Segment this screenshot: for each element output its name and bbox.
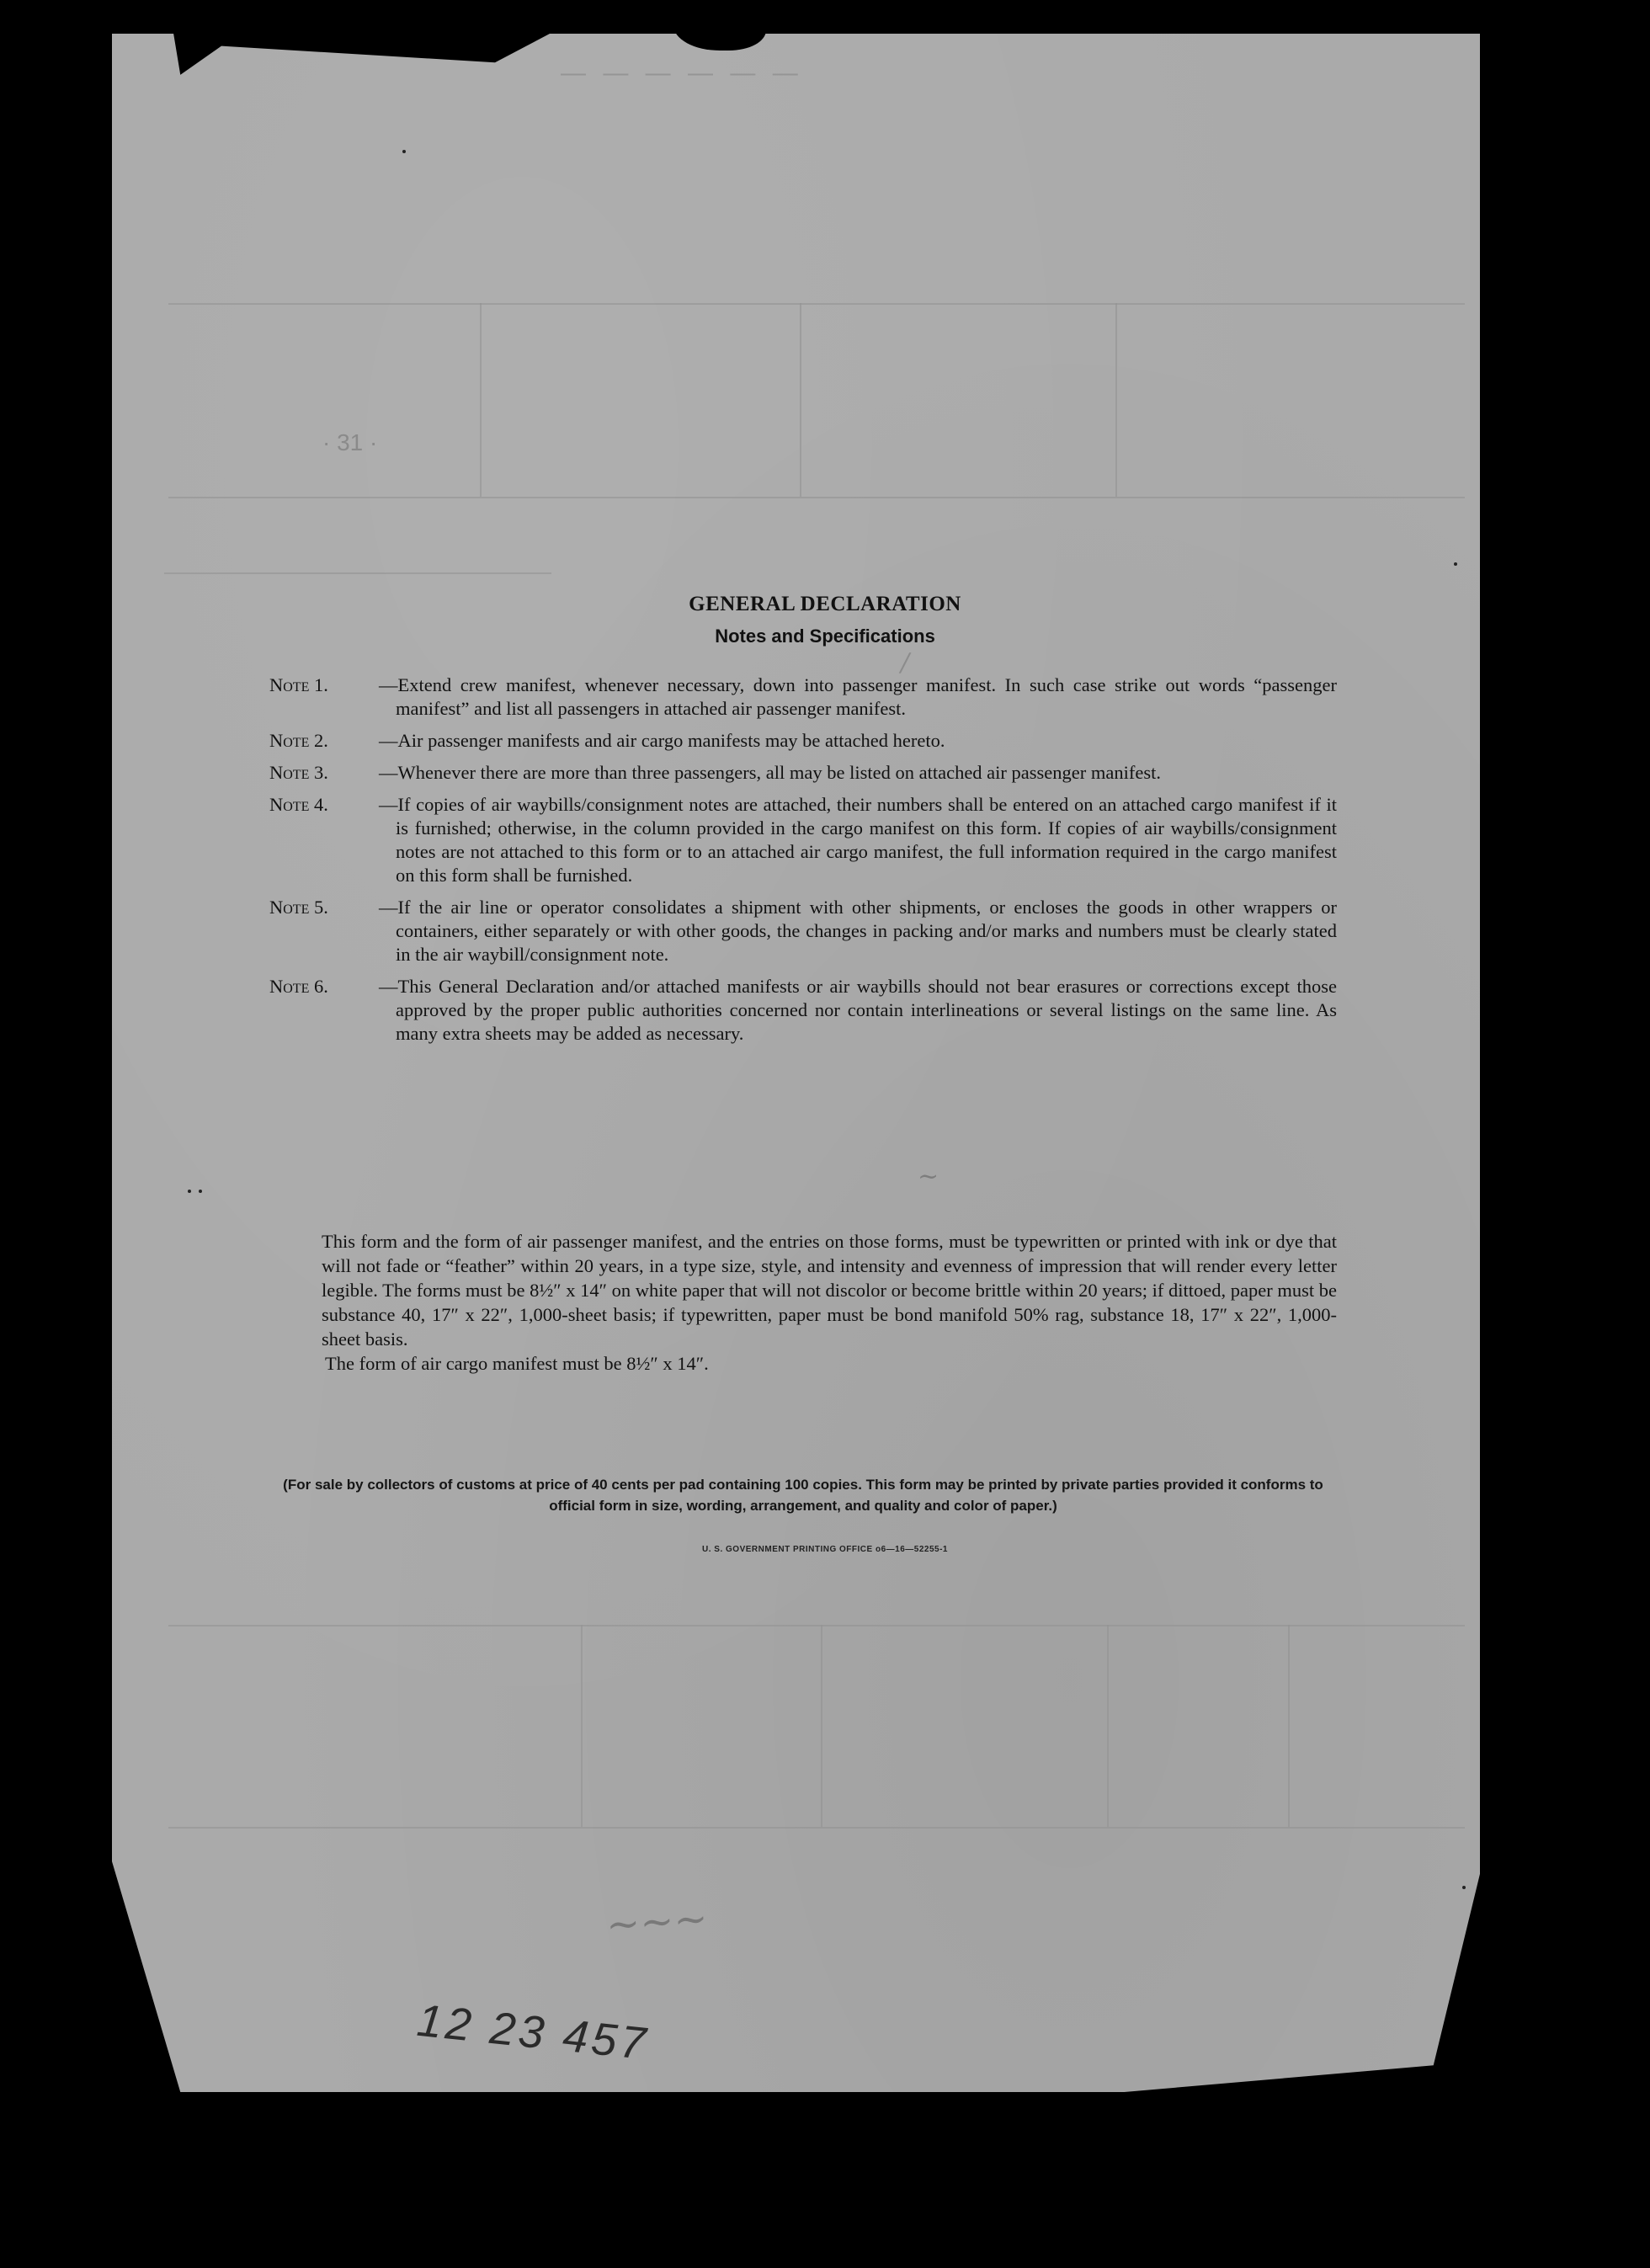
note-label: Note 4. xyxy=(269,794,328,815)
handwritten-mark: ∕ xyxy=(901,648,910,678)
note-text: —This General Declaration and/or attached manifests or air waybills should not bear erasures or corrections except those approved by the proper public authorities concerned nor contain interlineations or several listings on the same line. As many extra sheets may be added as necessary. xyxy=(379,976,1337,1044)
cargo-manifest-size-line: The form of air cargo manifest must be 8½″ x 14″. xyxy=(325,1353,709,1374)
note-text: —Extend crew manifest, whenever necessary, down into passenger manifest. In such case strike out words “passenger manifest” and list all passengers in attached air passenger manifest. xyxy=(379,674,1337,719)
speck xyxy=(402,150,406,153)
note-item xyxy=(269,793,1337,887)
note-label: Note 6. xyxy=(269,976,328,997)
handwritten-number: 12 23 457 xyxy=(414,1994,652,2070)
page-title: GENERAL DECLARATION xyxy=(689,593,961,615)
handwritten-mark: ~ xyxy=(918,1162,939,1191)
note-item xyxy=(269,729,1337,753)
printing-office-imprint: U. S. GOVERNMENT PRINTING OFFICE o6—16—52255-1 xyxy=(702,1545,948,1554)
note-text: —If the air line or operator consolidates a shipment with other shipments, or encloses the goods in other wrappers or containers, either separately or with other goods, the changes in packing and/or marks and numbers must be clearly stated in the air waybill/consignment note. xyxy=(379,897,1337,965)
speck xyxy=(188,1190,191,1193)
paper-tear xyxy=(673,0,766,51)
faint-page-number: · 31 · xyxy=(322,429,378,455)
note-label: Note 5. xyxy=(269,897,328,918)
signature-scribble: ~~~ xyxy=(604,1894,710,1950)
paper-sheet xyxy=(112,34,1480,2092)
note-label: Note 3. xyxy=(269,762,328,783)
note-item xyxy=(269,673,1337,721)
paper-tear xyxy=(227,0,278,46)
note-text: —Air passenger manifests and air cargo manifests may be attached hereto. xyxy=(379,730,945,751)
note-text: —If copies of air waybills/consignment notes are attached, their numbers shall be entered on an attached cargo manifest if it is furnished; otherwise, in the column provided in the cargo manifest on this form. If copies of air waybills/consignment notes are not attached to this form or to an attached air cargo manifest, the full information required in the cargo manifest on this form shall be furnished. xyxy=(379,794,1337,886)
note-label: Note 2. xyxy=(269,730,328,751)
sale-note: (For sale by collectors of customs at price of 40 cents per pad containing 100 copies. This form may be printed by private parties provided it conforms to official form in size, wording, arrangement, and quality and color of paper.) xyxy=(283,1477,1323,1514)
speck xyxy=(1454,562,1457,566)
notes-list xyxy=(269,673,1337,1054)
speck xyxy=(199,1190,202,1193)
note-text: —Whenever there are more than three passengers, all may be listed on attached air passenger manifest. xyxy=(379,762,1161,783)
note-item xyxy=(269,761,1337,785)
note-item xyxy=(269,975,1337,1046)
requirements-text: This form and the form of air passenger manifest, and the entries on those forms, must be typewritten or printed with ink or dye that will not fade or “feather” within 20 years, in a type size, style, and intensity and evenness of impression that will render every letter legible. The forms must be 8½″ x 14″ on white paper that will not discolor or become brittle within 20 years; if dittoed, paper must be substance 40, 17″ x 22″, 1,000-sheet basis; if typewritten, paper must be bond manifold 50% rag, substance 18, 17″ x 22″, 1,000-sheet basis. xyxy=(322,1231,1337,1350)
speck xyxy=(1462,1886,1466,1889)
form-requirements-paragraph xyxy=(322,1229,1337,1376)
note-label: Note 1. xyxy=(269,674,328,695)
page-subtitle: Notes and Specifications xyxy=(715,626,935,647)
note-item xyxy=(269,896,1337,966)
